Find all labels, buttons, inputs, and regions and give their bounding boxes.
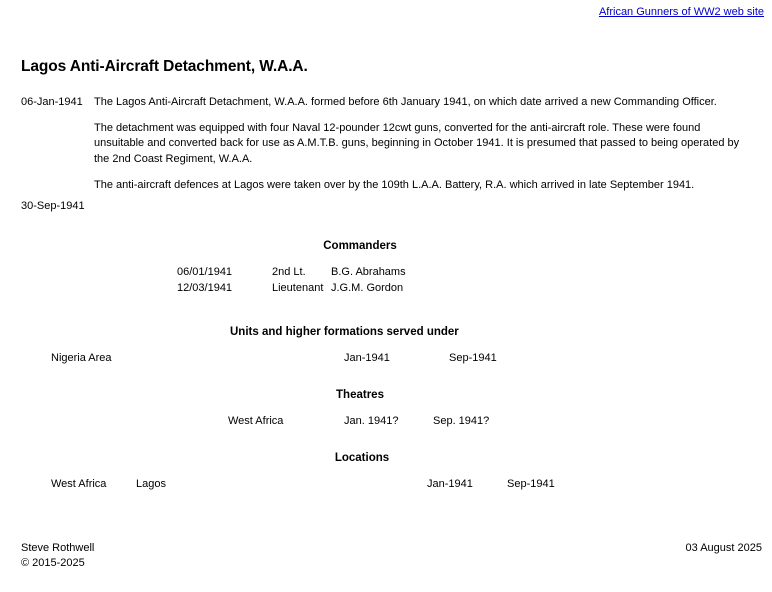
page-title: Lagos Anti-Aircraft Detachment, W.A.A. — [21, 58, 308, 75]
table-row — [0, 280, 772, 296]
table-row — [0, 264, 772, 280]
narrative-end-date: 30-Sep-1941 — [21, 200, 85, 212]
commander-rank: Lieutenant — [272, 282, 324, 294]
narrative-body — [94, 95, 751, 193]
commander-date: 06/01/1941 — [177, 266, 233, 278]
location-to-date: Sep-1941 — [507, 478, 555, 490]
narrative-paragraph-2: The detachment was equipped with four Naval 12-pounder 12cwt guns, converted for the anti-aircraft role. These were found unsuitable and converted back for use as A.M.T.B. guns, beginning in October 1941. It is presumed that passed to being operated by the 2nd Coast Regiment, W.A.A. — [94, 122, 740, 165]
commander-date: 12/03/1941 — [177, 282, 233, 294]
narrative-start-date: 06-Jan-1941 — [21, 96, 83, 108]
locations-heading: Locations — [334, 452, 390, 464]
unit-name: Nigeria Area — [51, 352, 112, 364]
narrative-paragraph-1: The Lagos Anti-Aircraft Detachment, W.A.A. formed before 6th January 1941, on which date arrived a new Commanding Officer. — [94, 96, 717, 108]
location-from-date: Jan-1941 — [427, 478, 473, 490]
unit-from-date: Jan-1941 — [344, 352, 390, 364]
table-row — [0, 350, 772, 366]
commander-name: B.G. Abrahams — [331, 266, 406, 278]
units-heading: Units and higher formations served under — [230, 326, 459, 338]
units-section — [0, 326, 772, 366]
theatres-section — [0, 389, 772, 429]
african-gunners-site-link[interactable]: African Gunners of WW2 web site — [598, 6, 764, 18]
footer-left — [21, 541, 94, 571]
theatres-heading: Theatres — [336, 389, 384, 401]
commanders-section — [0, 240, 772, 300]
footer-date: 03 August 2025 — [685, 542, 762, 554]
theatre-name: West Africa — [228, 415, 284, 427]
commander-name: J.G.M. Gordon — [331, 282, 404, 294]
location-region: West Africa — [51, 478, 107, 490]
location-place: Lagos — [136, 478, 166, 490]
theatre-from-date: Jan. 1941? — [344, 415, 399, 427]
table-row — [0, 413, 772, 429]
commanders-heading: Commanders — [323, 240, 397, 252]
narrative-block — [21, 95, 751, 193]
narrative-entry — [21, 95, 751, 193]
site-link-bar — [599, 2, 764, 20]
unit-to-date: Sep-1941 — [449, 352, 497, 364]
page-footer — [0, 541, 772, 581]
footer-author: Steve Rothwell — [21, 542, 95, 554]
footer-copyright: © 2015-2025 — [21, 557, 85, 569]
table-row — [0, 476, 772, 492]
locations-section — [0, 452, 772, 492]
theatre-to-date: Sep. 1941? — [433, 415, 490, 427]
narrative-paragraph-3: The anti-aircraft defences at Lagos were taken over by the 109th L.A.A. Battery, R.A. which arrived in late September 1941. — [94, 178, 695, 191]
commander-rank: 2nd Lt. — [272, 266, 306, 278]
